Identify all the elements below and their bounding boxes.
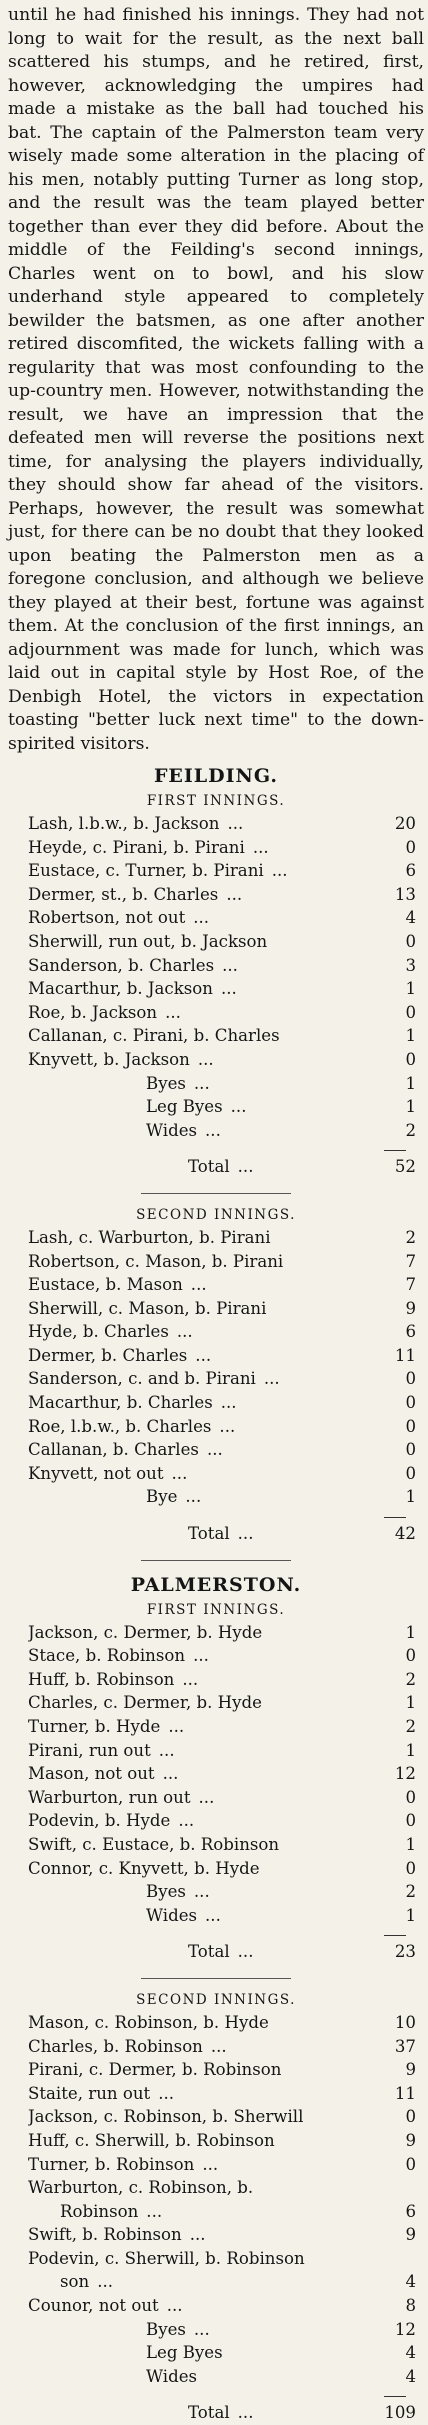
leader-dots: ... — [182, 1669, 199, 1689]
batsman-row-runs: 0 — [405, 1858, 416, 1878]
batsman-row — [28, 1438, 416, 1462]
batsman-row-label — [28, 1462, 382, 1486]
batsman-row-label — [28, 1691, 382, 1715]
batsman-row — [28, 2176, 416, 2200]
batsman-row-label — [28, 2270, 382, 2294]
extras-row — [28, 1095, 416, 1119]
total-row-label — [28, 1940, 382, 1964]
extras-row-label — [28, 2318, 382, 2342]
batsman-row-text: Eustace, b. Mason — [28, 1275, 183, 1295]
batsman-row-runs: 20 — [394, 814, 416, 833]
batsman-row — [28, 906, 416, 930]
batsman-row-text: Huff, b. Robinson — [28, 1669, 175, 1689]
leader-dots: ... — [166, 2296, 183, 2316]
extras-row-text: Wides — [146, 2366, 198, 2386]
leader-dots: ... — [210, 2036, 227, 2056]
batsman-row-runs: 9 — [405, 2130, 416, 2150]
batsman-row-runs: 37 — [394, 2036, 416, 2056]
total-row-runs: 109 — [384, 2403, 416, 2423]
extras-row — [28, 1485, 416, 1509]
batsman-row — [28, 2035, 416, 2059]
batsman-row — [28, 1297, 416, 1321]
batsman-row-text: Callanan, c. Pirani, b. Charles — [28, 1026, 280, 1046]
batsman-row-text: Swift, b. Robinson — [28, 2225, 182, 2245]
batsman-row-label — [28, 2200, 382, 2224]
batsman-row — [28, 954, 416, 978]
batsman-row-text: Podevin, c. Sherwill, b. Robinson — [28, 2248, 305, 2268]
batsman-row-runs: 1 — [405, 1622, 416, 1642]
batsman-row-text: Pirani, c. Dermer, b. Robinson — [28, 2060, 282, 2080]
leader-dots: ... — [198, 1787, 215, 1807]
batsman-row-text: Sherwill, c. Mason, b. Pirani — [28, 1298, 267, 1318]
batsman-row-text: Robinson — [60, 2201, 139, 2221]
leader-dots: ... — [252, 837, 269, 857]
total-rule — [384, 1517, 406, 1518]
total-rule — [384, 1150, 406, 1151]
leader-dots: ... — [189, 2225, 206, 2245]
batsman-row-label — [28, 906, 382, 930]
scorecard-feilding-second — [28, 1226, 416, 1546]
batsman-row-label — [28, 1320, 382, 1344]
extras-row — [28, 2365, 416, 2389]
leader-dots: ... — [237, 1157, 254, 1177]
leader-dots: ... — [146, 2201, 163, 2221]
extras-row-text: Wides — [146, 1120, 198, 1140]
batsman-row-text: Jackson, c. Dermer, b. Hyde — [28, 1622, 263, 1642]
batsman-row-label — [28, 1668, 382, 1692]
leader-dots: ... — [222, 955, 238, 975]
leader-dots: ... — [230, 1097, 247, 1117]
batsman-row-runs: 9 — [405, 2225, 416, 2245]
batsman-row — [28, 2153, 416, 2177]
batsman-row — [28, 883, 416, 907]
total-row-text: Total — [188, 1942, 230, 1962]
batsman-row — [28, 930, 416, 954]
batsman-row — [28, 836, 416, 860]
extras-row — [28, 1072, 416, 1096]
batsman-row-runs: 1 — [405, 1693, 416, 1713]
batsman-row — [28, 812, 416, 836]
batsman-row-runs: 0 — [405, 1463, 416, 1483]
batsman-row-text: Dermer, st., b. Charles — [28, 884, 219, 904]
batsman-row — [28, 2200, 416, 2224]
batsman-row-runs: 0 — [405, 1416, 416, 1436]
batsman-row — [28, 1001, 416, 1025]
batsman-row-label — [28, 930, 382, 954]
batsman-row-label — [28, 1367, 382, 1391]
batsman-row-label — [28, 1048, 382, 1072]
extras-row-label — [28, 2341, 382, 2365]
extras-row-label — [28, 1485, 382, 1509]
batsman-row-label — [28, 2153, 382, 2177]
innings-heading-palmerston-second: SECOND INNINGS. — [136, 1991, 296, 2008]
total-row — [28, 1940, 416, 1964]
innings-heading-feilding-first: FIRST INNINGS. — [146, 793, 286, 809]
batsman-row-label — [28, 2129, 382, 2153]
leader-dots: ... — [158, 1740, 175, 1760]
batsman-row-text: Charles, c. Dermer, b. Hyde — [28, 1693, 262, 1713]
batsman-row-text: Huff, c. Sherwill, b. Robinson — [28, 2130, 275, 2150]
batsman-row-text: Roe, b. Jackson — [28, 1002, 158, 1022]
batsman-row — [28, 1786, 416, 1810]
batsman-row-runs: 11 — [394, 1345, 416, 1365]
batsman-row-runs: 9 — [405, 1298, 416, 1318]
batsman-row-label — [28, 2247, 382, 2271]
batsman-row-label — [28, 1391, 382, 1415]
total-rule — [384, 1935, 406, 1936]
leader-dots: ... — [185, 1487, 202, 1507]
batsman-row — [28, 859, 416, 883]
batsman-row — [28, 1621, 416, 1645]
leader-dots: ... — [193, 1882, 210, 1902]
batsman-row-text: Macarthur, b. Jackson — [28, 979, 213, 999]
extras-row-runs: 4 — [405, 2343, 416, 2363]
batsman-row-text: son — [60, 2272, 90, 2292]
batsman-row-text: Robertson, c. Mason, b. Pirani — [28, 1251, 284, 1271]
batsman-row — [28, 2223, 416, 2247]
leader-dots: ... — [193, 1073, 210, 1093]
total-row-label — [28, 1155, 382, 1179]
extras-row-label — [28, 1904, 382, 1928]
batsman-row-label — [28, 954, 382, 978]
extras-row-text: Byes — [146, 1882, 186, 1902]
batsman-row-label — [28, 1786, 382, 1810]
extras-row — [28, 1904, 416, 1928]
batsman-row-text: Turner, b. Robinson — [28, 2154, 195, 2174]
extras-row — [28, 1119, 416, 1143]
batsman-row-runs: 6 — [405, 861, 416, 881]
batsman-row-runs: 11 — [394, 2083, 416, 2103]
batsman-row — [28, 2082, 416, 2106]
batsman-row-text: Roe, l.b.w., b. Charles — [28, 1416, 212, 1436]
batsman-row — [28, 1715, 416, 1739]
batsman-row-text: Macarthur, b. Charles — [28, 1393, 213, 1413]
extras-row-label — [28, 2365, 382, 2389]
total-row-label — [28, 2401, 382, 2425]
batsman-row — [28, 977, 416, 1001]
batsman-row — [28, 2058, 416, 2082]
extras-row-text: Byes — [146, 2319, 186, 2339]
leader-dots: ... — [205, 1905, 221, 1925]
batsman-row-text: Dermer, b. Charles — [28, 1345, 188, 1365]
total-rule — [384, 2396, 406, 2397]
batsman-row — [28, 1273, 416, 1297]
batsman-row-runs: 1 — [405, 979, 416, 999]
batsman-row-label — [28, 1024, 382, 1048]
batsman-row-label — [28, 1226, 382, 1250]
batsman-row — [28, 2129, 416, 2153]
batsman-row-runs: 7 — [405, 1251, 416, 1271]
extras-row-runs: 1 — [405, 1905, 416, 1925]
leader-dots: ... — [195, 1345, 212, 1365]
innings-heading-palmerston-first: FIRST INNINGS. — [146, 1601, 286, 1618]
batsman-row-text: Stace, b. Robinson — [28, 1646, 186, 1666]
batsman-row-label — [28, 1833, 382, 1857]
batsman-row — [28, 2247, 416, 2271]
total-row-runs: 42 — [394, 1524, 416, 1544]
batsman-row — [28, 2270, 416, 2294]
batsman-row-label — [28, 2105, 382, 2129]
batsman-row — [28, 1320, 416, 1344]
total-row-runs: 23 — [394, 1942, 416, 1962]
batsman-row-runs: 2 — [405, 1669, 416, 1689]
scorecard-palmerston-second — [28, 2011, 416, 2425]
total-row — [28, 1522, 416, 1546]
leader-dots: ... — [165, 1002, 181, 1022]
batsman-row — [28, 1644, 416, 1668]
batsman-row-label — [28, 1297, 382, 1321]
batsman-row — [28, 1739, 416, 1763]
batsman-row — [28, 1462, 416, 1486]
batsman-row-text: Lash, c. Warburton, b. Pirani — [28, 1227, 271, 1247]
leader-dots: ... — [219, 1416, 236, 1436]
batsman-row-label — [28, 1739, 382, 1763]
batsman-row-runs: 6 — [405, 2201, 416, 2221]
batsman-row-runs: 0 — [405, 2107, 416, 2127]
batsman-row — [28, 1668, 416, 1692]
batsman-row-text: Pirani, run out — [28, 1740, 151, 1760]
batsman-row-text: Swift, c. Eustace, b. Robinson — [28, 1834, 280, 1854]
leader-dots: ... — [171, 1463, 188, 1483]
extras-row-label — [28, 1072, 382, 1096]
batsman-row — [28, 1344, 416, 1368]
extras-row-runs: 2 — [405, 1882, 416, 1902]
extras-row-runs: 1 — [405, 1073, 416, 1093]
batsman-row-text: Sanderson, b. Charles — [28, 955, 215, 975]
batsman-row-runs: 1 — [405, 1740, 416, 1760]
batsman-row-text: Staite, run out — [28, 2083, 151, 2103]
leader-dots: ... — [193, 2319, 210, 2339]
leader-dots: ... — [237, 2403, 254, 2423]
batsman-row-runs: 6 — [405, 1322, 416, 1342]
batsman-row-label — [28, 1415, 382, 1439]
batsman-row-label — [28, 1344, 382, 1368]
batsman-row-runs: 8 — [405, 2296, 416, 2316]
batsman-row-label — [28, 836, 382, 860]
batsman-row-label — [28, 2058, 382, 2082]
batsman-row — [28, 1415, 416, 1439]
batsman-row-label — [28, 859, 382, 883]
batsman-row-label — [28, 812, 382, 836]
batsman-row — [28, 1691, 416, 1715]
batsman-row — [28, 1762, 416, 1786]
batsman-row-text: Hyde, b. Charles — [28, 1322, 169, 1342]
batsman-row-label — [28, 2294, 382, 2318]
batsman-row-runs: 0 — [405, 837, 416, 857]
leader-dots: ... — [193, 908, 210, 928]
leader-dots: ... — [206, 1440, 223, 1460]
batsman-row-text: Turner, b. Hyde — [28, 1717, 161, 1736]
batsman-row-text: Connor, c. Knyvett, b. Hyde — [28, 1858, 260, 1878]
total-row-text: Total — [188, 1157, 230, 1177]
leader-dots: ... — [237, 1524, 254, 1544]
batsman-row — [28, 2105, 416, 2129]
leader-dots: ... — [158, 2083, 175, 2103]
batsman-row-text: Mason, not out — [28, 1764, 155, 1784]
batsman-row — [28, 1833, 416, 1857]
batsman-row-runs: 7 — [405, 1275, 416, 1295]
extras-row-label — [28, 1880, 382, 1904]
batsman-row-label — [28, 1273, 382, 1297]
batsman-row — [28, 1226, 416, 1250]
batsman-row-text: Robertson, not out — [28, 908, 186, 928]
batsman-row — [28, 2011, 416, 2035]
batsman-row-runs: 1 — [405, 1026, 416, 1046]
batsman-row-runs: 3 — [405, 955, 416, 975]
batsman-row-text: Jackson, c. Robinson, b. Sherwill — [28, 2107, 304, 2127]
total-row-text: Total — [188, 1524, 230, 1544]
batsman-row-runs: 0 — [405, 1440, 416, 1460]
batsman-row-text: Eustace, c. Turner, b. Pirani — [28, 861, 264, 881]
batsman-row — [28, 1809, 416, 1833]
total-row-label — [28, 1522, 382, 1546]
batsman-row-runs: 12 — [394, 1764, 416, 1784]
batsman-row-label — [28, 1621, 382, 1645]
batsman-row-runs: 0 — [405, 1787, 416, 1807]
batsman-row-runs: 0 — [405, 1049, 416, 1069]
leader-dots: ... — [190, 1275, 207, 1295]
match-report-paragraph: until he had finished his innings. They had not long to wait for the result, as the next ball scattered his stumps, and he retired, first, however, acknowledging the umpires had made a mistake as the ball had touched his bat. The captain of the Palmerston team very wisely made some alteration in the placing of his men, notably putting Turner as long stop, and the result was the team played better together than ever they did before. About the middle of the Feilding's second innings, Charles went on to bowl, and his slow underhand style appeared to completely bewilder the batsmen, as one after another retired discomfited, the wickets falling with a regularity that was most confounding to the up-country men. However, notwithstanding the result, we have an impression that the defeated men will reverse the positions next time, for analysing the players individually, they should show far ahead of the visitors. Perhaps, however, the result was somewhat just, for there can be no doubt that they looked upon beating the Palmerston men as a foregone conclusion, and although we believe they played at their best, fortune was against them. At the conclusion of the first innings, an adjournment was made for lunch, which was laid out in capital style by Host Roe, of the Denbigh Hotel, the victors in expectation toasting "better luck next time" to the down-spirited visitors. — [8, 5, 424, 754]
batsman-row-label — [28, 2011, 382, 2035]
batsman-row-text: Podevin, b. Hyde — [28, 1811, 171, 1831]
batsman-row-text: Lash, l.b.w., b. Jackson — [28, 814, 220, 833]
extras-row-label — [28, 1119, 382, 1143]
batsman-row — [28, 1024, 416, 1048]
total-row-runs: 52 — [394, 1157, 416, 1177]
total-row — [28, 2401, 416, 2425]
batsman-row-runs: 0 — [405, 2154, 416, 2174]
batsman-row-label — [28, 2223, 382, 2247]
batsman-row-text: Sherwill, run out, b. Jackson — [28, 931, 268, 951]
batsman-row-runs: 2 — [405, 1717, 416, 1736]
scorecard-palmerston-first — [28, 1621, 416, 1964]
batsman-row-text: Knyvett, b. Jackson — [28, 1049, 190, 1069]
leader-dots: ... — [178, 1811, 195, 1831]
total-row — [28, 1155, 416, 1179]
extras-row-text: Wides — [146, 1905, 198, 1925]
batsman-row-label — [28, 2176, 382, 2200]
batsman-row — [28, 1367, 416, 1391]
section-divider — [141, 1978, 291, 1979]
extras-row — [28, 2341, 416, 2365]
innings-heading-feilding-second: SECOND INNINGS. — [136, 1206, 296, 1223]
section-divider — [141, 1193, 291, 1194]
extras-row — [28, 1880, 416, 1904]
leader-dots: ... — [97, 2272, 114, 2292]
batsman-row-runs: 0 — [405, 1002, 416, 1022]
scorecard-feilding-first — [28, 812, 416, 1179]
leader-dots: ... — [202, 2154, 219, 2174]
batsman-row-runs: 0 — [405, 1811, 416, 1831]
batsman-row-label — [28, 1809, 382, 1833]
batsman-row-label — [28, 1762, 382, 1786]
leader-dots: ... — [162, 1764, 179, 1784]
extras-row-runs: 4 — [405, 2366, 416, 2386]
leader-dots: ... — [220, 1393, 237, 1413]
extras-row-label — [28, 1095, 382, 1119]
leader-dots: ... — [263, 1369, 280, 1389]
batsman-row-runs: 0 — [405, 1369, 416, 1389]
batsman-row-text: Callanan, b. Charles — [28, 1440, 199, 1460]
leader-dots: ... — [237, 1942, 254, 1962]
batsman-row-text: Counor, not out — [28, 2296, 159, 2316]
leader-dots: ... — [197, 1049, 214, 1069]
batsman-row-label — [28, 977, 382, 1001]
team-title-palmerston: PALMERSTON. — [130, 1573, 302, 1596]
extras-row-runs: 1 — [405, 1097, 416, 1117]
batsman-row-label — [28, 1438, 382, 1462]
batsman-row-runs: 9 — [405, 2060, 416, 2080]
batsman-row-runs: 0 — [405, 1393, 416, 1413]
extras-row-text: Leg Byes — [146, 2343, 223, 2363]
batsman-row-text: Mason, c. Robinson, b. Hyde — [28, 2012, 269, 2032]
batsman-row-label — [28, 1644, 382, 1668]
leader-dots: ... — [227, 814, 244, 833]
batsman-row — [28, 1391, 416, 1415]
batsman-row-runs: 10 — [394, 2012, 416, 2032]
extras-row-runs: 2 — [405, 1120, 416, 1140]
batsman-row-text: Heyde, c. Pirani, b. Pirani — [28, 837, 245, 857]
batsman-row-runs: 2 — [405, 1227, 416, 1247]
extras-row — [28, 2318, 416, 2342]
extras-row-runs: 12 — [394, 2319, 416, 2339]
batsman-row-text: Warburton, c. Robinson, b. — [28, 2178, 254, 2198]
batsman-row — [28, 1857, 416, 1881]
batsman-row-label — [28, 2082, 382, 2106]
batsman-row-label — [28, 1715, 382, 1739]
leader-dots: ... — [205, 1120, 221, 1140]
batsman-row — [28, 1048, 416, 1072]
leader-dots: ... — [168, 1717, 185, 1736]
batsman-row-text: Warburton, run out — [28, 1787, 191, 1807]
section-divider — [141, 1560, 291, 1561]
batsman-row — [28, 1250, 416, 1274]
batsman-row-text: Knyvett, not out — [28, 1463, 164, 1483]
leader-dots: ... — [271, 861, 288, 881]
extras-row-text: Leg Byes — [146, 1097, 223, 1117]
batsman-row-label — [28, 1001, 382, 1025]
batsman-row — [28, 2294, 416, 2318]
batsman-row-label — [28, 2035, 382, 2059]
leader-dots: ... — [176, 1322, 193, 1342]
leader-dots: ... — [220, 979, 237, 999]
leader-dots: ... — [226, 884, 243, 904]
batsman-row-runs: 13 — [394, 884, 416, 904]
batsman-row-text: Sanderson, c. and b. Pirani — [28, 1369, 256, 1389]
extras-row-runs: 1 — [405, 1487, 416, 1507]
batsman-row-runs: 4 — [405, 2272, 416, 2292]
batsman-row-runs: 0 — [405, 1646, 416, 1666]
total-row-text: Total — [188, 2403, 230, 2423]
leader-dots: ... — [193, 1646, 209, 1666]
batsman-row-label — [28, 883, 382, 907]
batsman-row-text: Charles, b. Robinson — [28, 2036, 203, 2056]
batsman-row-runs: 1 — [405, 1834, 416, 1854]
team-title-feilding: FEILDING. — [153, 765, 279, 787]
batsman-row-label — [28, 1250, 382, 1274]
batsman-row-runs: 4 — [405, 908, 416, 928]
batsman-row-runs: 0 — [405, 931, 416, 951]
batsman-row-label — [28, 1857, 382, 1881]
extras-row-text: Byes — [146, 1073, 186, 1093]
extras-row-text: Bye — [146, 1487, 178, 1507]
